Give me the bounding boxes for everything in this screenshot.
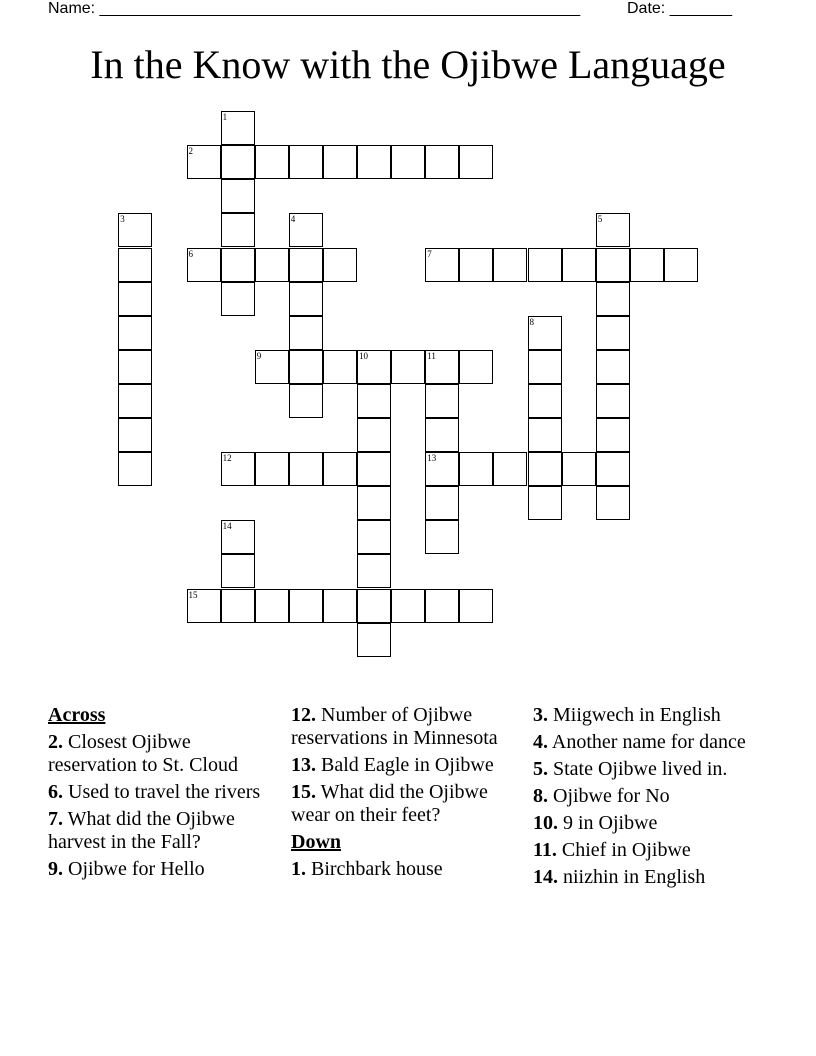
- crossword-cell[interactable]: [596, 384, 630, 418]
- cell-number: 2: [188, 146, 193, 157]
- crossword-cell[interactable]: [528, 418, 562, 452]
- crossword-cell[interactable]: [357, 520, 391, 554]
- cell-number: 4: [290, 214, 296, 225]
- cell-number: 6: [188, 248, 193, 259]
- clue-number: 8.: [533, 785, 548, 807]
- clue-column-1: [48, 704, 280, 885]
- crossword-cell[interactable]: [425, 418, 459, 452]
- crossword-cell[interactable]: [289, 350, 323, 384]
- clue-text: State Ojibwe lived in.: [553, 758, 728, 780]
- crossword-cell[interactable]: [357, 145, 391, 179]
- crossword-cell[interactable]: [323, 589, 357, 623]
- cell-number: 12: [222, 453, 232, 464]
- crossword-cell[interactable]: [221, 145, 255, 179]
- clue-across-7: [48, 808, 280, 854]
- clue-down-4: [533, 731, 765, 754]
- page-title: In the Know with the Ojibwe Language: [90, 42, 726, 87]
- clue-across-2: [48, 731, 280, 777]
- crossword-cell[interactable]: [528, 248, 562, 282]
- crossword-cell[interactable]: [289, 248, 323, 282]
- clue-text: What did the Ojibwe harvest in the Fall?: [48, 808, 235, 853]
- name-blank[interactable]: ______________________________________________________: [99, 0, 581, 17]
- cell-number: 10: [359, 350, 368, 361]
- clue-across-9: [48, 858, 280, 881]
- crossword-cell[interactable]: [357, 452, 391, 486]
- crossword-cell[interactable]: [357, 554, 391, 588]
- crossword-cell[interactable]: [493, 248, 527, 282]
- clue-across-6: [48, 781, 280, 804]
- clue-text: Chief in Ojibwe: [561, 839, 691, 861]
- crossword-cell[interactable]: [289, 145, 323, 179]
- cell-number: 9: [256, 350, 262, 361]
- crossword-cell[interactable]: [255, 452, 289, 486]
- crossword-cell[interactable]: [425, 384, 459, 418]
- crossword-cell[interactable]: [459, 452, 493, 486]
- crossword-cell[interactable]: [118, 384, 152, 418]
- clue-number: 14.: [533, 866, 558, 888]
- crossword-cell[interactable]: [425, 145, 459, 179]
- crossword-cell[interactable]: [425, 486, 459, 520]
- crossword-cell[interactable]: [459, 145, 493, 179]
- clue-number: 10.: [533, 812, 558, 834]
- clue-number: 6.: [48, 781, 63, 803]
- crossword-cell[interactable]: [221, 282, 255, 316]
- cell-number: 13: [427, 453, 437, 464]
- crossword-cell[interactable]: [459, 589, 493, 623]
- clue-number: 15.: [291, 781, 316, 803]
- crossword-cell[interactable]: [255, 145, 289, 179]
- crossword-cell[interactable]: [357, 384, 391, 418]
- crossword-cell[interactable]: [528, 350, 562, 384]
- crossword-cell[interactable]: [596, 282, 630, 316]
- crossword-cell[interactable]: [425, 520, 459, 554]
- clue-down-1: [291, 858, 523, 881]
- crossword-cell[interactable]: [221, 248, 255, 282]
- crossword-cell[interactable]: [459, 350, 493, 384]
- cell-number: 5: [597, 214, 603, 225]
- crossword-cell[interactable]: [323, 350, 357, 384]
- clue-text: Bald Eagle in Ojibwe: [321, 754, 494, 776]
- cell-number: 3: [120, 214, 125, 225]
- clue-across-15: [291, 781, 523, 827]
- cell-number: 7: [427, 248, 432, 259]
- crossword-cell[interactable]: [289, 589, 323, 623]
- crossword-cell[interactable]: [596, 418, 630, 452]
- crossword-cell[interactable]: [221, 554, 255, 588]
- crossword-cell[interactable]: [323, 452, 357, 486]
- crossword-cell[interactable]: [255, 248, 289, 282]
- clue-down-5: [533, 758, 765, 781]
- clue-text: Miigwech in English: [553, 704, 721, 726]
- crossword-cell[interactable]: [596, 452, 630, 486]
- date-blank[interactable]: _______: [669, 0, 732, 17]
- clue-text: Number of Ojibwe reservations in Minnesota: [291, 704, 498, 749]
- crossword-cell[interactable]: [562, 248, 596, 282]
- across-heading: Across: [48, 704, 106, 726]
- crossword-cell[interactable]: [118, 452, 152, 486]
- date-label: Date:: [627, 0, 666, 17]
- crossword-cell[interactable]: [596, 350, 630, 384]
- clue-text: What did the Ojibwe wear on their feet?: [291, 781, 488, 826]
- clue-across-12: [291, 704, 523, 750]
- crossword-cell[interactable]: [118, 248, 152, 282]
- crossword-cell[interactable]: [118, 418, 152, 452]
- clue-number: 9.: [48, 858, 63, 880]
- cell-number: 14: [222, 521, 232, 532]
- crossword-cell[interactable]: [596, 486, 630, 520]
- crossword-cell[interactable]: [357, 589, 391, 623]
- clue-column-2: [291, 704, 523, 885]
- crossword-cell[interactable]: [357, 418, 391, 452]
- crossword-cell[interactable]: [528, 384, 562, 418]
- crossword-cell[interactable]: [221, 179, 255, 213]
- crossword-cell[interactable]: [664, 248, 698, 282]
- cell-number: 15: [188, 589, 198, 600]
- clue-text: Ojibwe for No: [553, 785, 670, 807]
- crossword-cell[interactable]: [221, 589, 255, 623]
- clue-number: 5.: [533, 758, 548, 780]
- clue-across-13: [291, 754, 523, 777]
- crossword-cell[interactable]: [118, 282, 152, 316]
- clue-down-11: [533, 839, 765, 862]
- crossword-cell[interactable]: [493, 452, 527, 486]
- clue-number: 2.: [48, 731, 63, 753]
- crossword-cell[interactable]: [357, 623, 391, 657]
- clue-text: 9 in Ojibwe: [563, 812, 658, 834]
- crossword-cell[interactable]: [323, 248, 357, 282]
- clue-number: 3.: [533, 704, 548, 726]
- crossword-cell[interactable]: [391, 350, 425, 384]
- crossword-cell[interactable]: [596, 316, 630, 350]
- crossword-cell[interactable]: [528, 486, 562, 520]
- clue-text: Ojibwe for Hello: [68, 858, 205, 880]
- cell-number: 8: [529, 316, 534, 327]
- crossword-cell[interactable]: [391, 589, 425, 623]
- clue-text: Closest Ojibwe reservation to St. Cloud: [48, 731, 238, 776]
- clue-column-3: [533, 704, 765, 893]
- crossword-cell[interactable]: [118, 350, 152, 384]
- clue-number: 1.: [291, 858, 306, 880]
- crossword-cell[interactable]: [289, 282, 323, 316]
- crossword-cell[interactable]: [357, 486, 391, 520]
- cell-number: 1: [222, 112, 228, 123]
- crossword-cell[interactable]: [255, 589, 289, 623]
- clue-text: Another name for dance: [551, 731, 746, 753]
- clue-text: Used to travel the rivers: [68, 781, 261, 803]
- clue-number: 7.: [48, 808, 63, 830]
- name-label: Name:: [48, 0, 96, 17]
- clue-down-10: [533, 812, 765, 835]
- clue-down-8: [533, 785, 765, 808]
- crossword-cell[interactable]: [221, 213, 255, 247]
- crossword-cell[interactable]: [528, 452, 562, 486]
- crossword-cell[interactable]: [459, 248, 493, 282]
- crossword-cell[interactable]: [630, 248, 664, 282]
- cell-number: 11: [427, 350, 436, 361]
- crossword-cell[interactable]: [425, 589, 459, 623]
- crossword-cell[interactable]: [323, 145, 357, 179]
- crossword-cell[interactable]: [118, 316, 152, 350]
- clue-number: 4.: [533, 731, 548, 753]
- clue-number: 11.: [533, 839, 557, 861]
- clue-text: Birchbark house: [311, 858, 443, 880]
- crossword-cell[interactable]: [289, 452, 323, 486]
- crossword-cell[interactable]: [562, 452, 596, 486]
- clue-number: 13.: [291, 754, 316, 776]
- clue-number: 12.: [291, 704, 316, 726]
- crossword-cell[interactable]: [596, 248, 630, 282]
- clue-text: niizhin in English: [563, 866, 706, 888]
- crossword-cell[interactable]: [289, 384, 323, 418]
- down-heading: Down: [291, 831, 342, 853]
- clue-down-3: [533, 704, 765, 727]
- crossword-cell[interactable]: [391, 145, 425, 179]
- clue-down-14: [533, 866, 765, 889]
- crossword-cell[interactable]: [289, 316, 323, 350]
